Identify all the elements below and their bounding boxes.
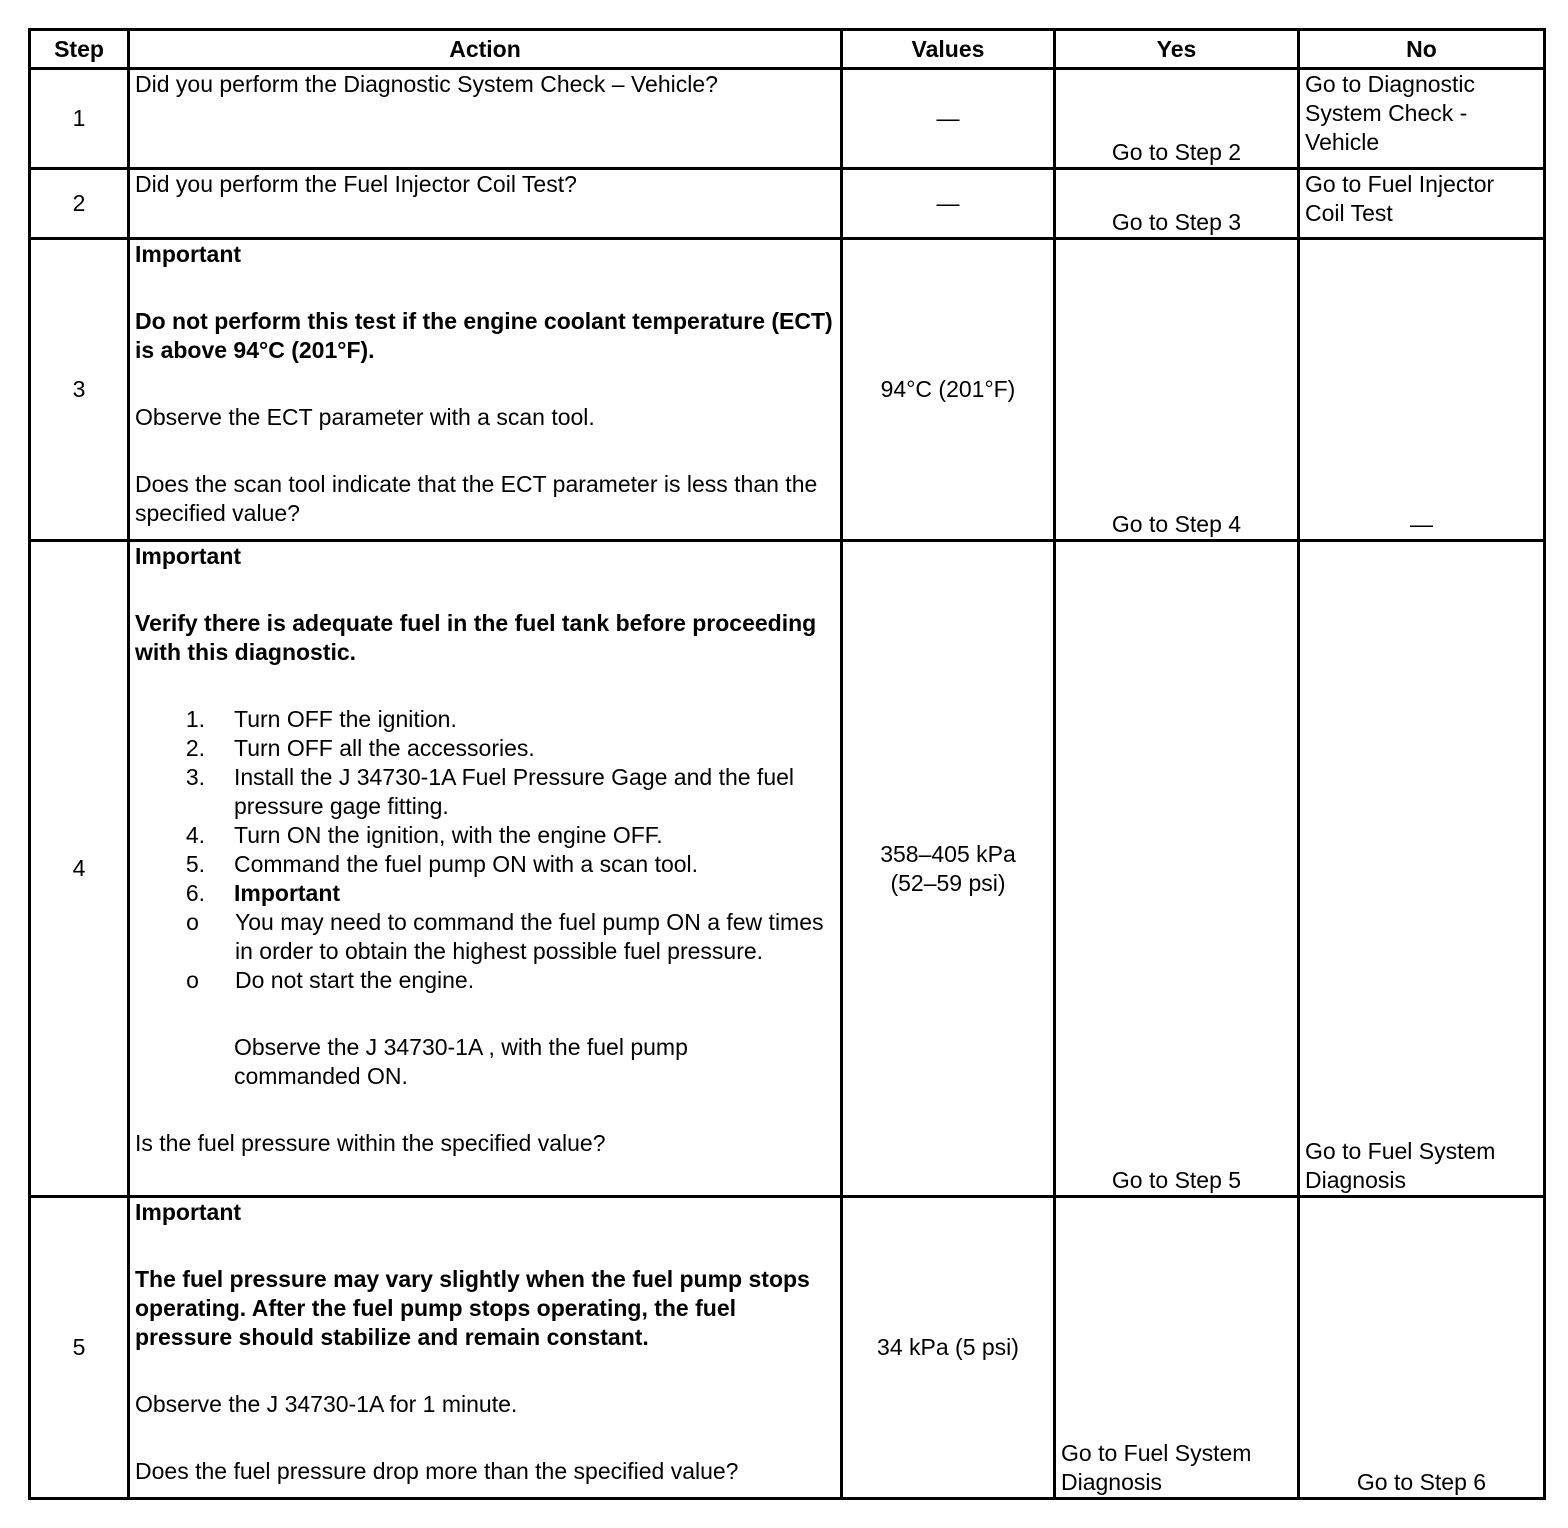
action-question: Does the scan tool indicate that the ECT parameter is less than the specified value? xyxy=(135,471,818,526)
action-instruction: Observe the ECT parameter with a scan tool. xyxy=(135,404,595,430)
list-item xyxy=(135,821,835,850)
list-item xyxy=(135,705,835,734)
step-number: 1 xyxy=(30,69,129,169)
no-cell: Go to Step 6 xyxy=(1299,1197,1545,1499)
action-cell xyxy=(129,1197,842,1499)
important-text: The fuel pressure may vary slightly when the fuel pump stops operating. After the fuel pump stops operating, the fuel pressure should stabilize and remain constant. xyxy=(135,1266,810,1350)
action-cell xyxy=(129,69,842,169)
value-line: (52–59 psi) xyxy=(890,869,1006,896)
bullet-text: Do not start the engine. xyxy=(235,967,475,993)
action-question: Did you perform the Diagnostic System Check – Vehicle? xyxy=(135,71,718,97)
important-text: Verify there is adequate fuel in the fuel tank before proceeding with this diagnostic. xyxy=(135,610,817,665)
action-question: Did you perform the Fuel Injector Coil Test? xyxy=(135,171,577,197)
step-number: 4 xyxy=(30,541,129,1197)
table-row xyxy=(30,169,1545,239)
substep-number: 2. xyxy=(185,735,205,761)
value-line: 358–405 kPa xyxy=(880,840,1016,867)
action-cell xyxy=(129,541,842,1197)
list-item xyxy=(135,734,835,763)
step-number: 3 xyxy=(30,239,129,541)
action-question: Is the fuel pressure within the specified value? xyxy=(135,1130,606,1156)
yes-cell: Go to Step 5 xyxy=(1055,541,1299,1197)
diagnostic-table xyxy=(28,28,1546,1500)
step-number: 2 xyxy=(30,169,129,239)
substep-text: Turn ON the ignition, with the engine OFF. xyxy=(234,822,663,848)
header-step: Step xyxy=(30,30,129,69)
substep-text: Turn OFF the ignition. xyxy=(234,706,457,732)
table-row xyxy=(30,1197,1545,1499)
substep-number: 3. xyxy=(185,764,205,790)
header-action: Action xyxy=(129,30,842,69)
table-row xyxy=(30,69,1545,169)
action-cell xyxy=(129,239,842,541)
substep-text: Install the J 34730-1A Fuel Pressure Gage and the fuel pressure gage fitting. xyxy=(234,764,795,819)
action-question: Does the fuel pressure drop more than the specified value? xyxy=(135,1458,739,1484)
substep-list xyxy=(135,705,835,908)
value-cell: 94°C (201°F) xyxy=(842,239,1055,541)
table-row xyxy=(30,239,1545,541)
substep-text: Turn OFF all the accessories. xyxy=(234,735,535,761)
important-label: Important xyxy=(135,1199,242,1225)
value-cell: — xyxy=(842,69,1055,169)
no-cell: Go to Fuel System Diagnosis xyxy=(1299,541,1545,1197)
value-cell: — xyxy=(842,169,1055,239)
important-label: Important xyxy=(135,241,242,267)
no-cell: Go to Fuel Injector Coil Test xyxy=(1299,169,1545,239)
yes-cell: Go to Step 3 xyxy=(1055,169,1299,239)
header-values: Values xyxy=(842,30,1055,69)
yes-cell: Go to Step 4 xyxy=(1055,239,1299,541)
substep-text: Command the fuel pump ON with a scan tool. xyxy=(234,851,699,877)
value-cell xyxy=(842,541,1055,1197)
list-item xyxy=(135,879,835,908)
important-label: Important xyxy=(135,543,242,569)
header-row xyxy=(30,30,1545,69)
action-instruction: Observe the J 34730-1A for 1 minute. xyxy=(135,1391,518,1417)
bullet-icon: o xyxy=(186,909,199,935)
action-cell xyxy=(129,169,842,239)
substep-number: 5. xyxy=(185,851,205,877)
value-cell: 34 kPa (5 psi) xyxy=(842,1197,1055,1499)
observe-text: Observe the J 34730-1A , with the fuel pump commanded ON. xyxy=(234,1034,688,1089)
no-cell: — xyxy=(1299,239,1545,541)
substep-number: 1. xyxy=(185,706,205,732)
yes-cell: Go to Step 2 xyxy=(1055,69,1299,169)
substep-number: 6. xyxy=(185,880,205,906)
substep-text: Important xyxy=(234,880,341,906)
list-item xyxy=(135,908,835,966)
substep-number: 4. xyxy=(185,822,205,848)
bullet-list xyxy=(135,908,835,995)
list-item xyxy=(135,763,835,821)
step-number: 5 xyxy=(30,1197,129,1499)
bullet-text: You may need to command the fuel pump ON a few times in order to obtain the highest possible fuel pressure. xyxy=(235,909,824,964)
no-cell: Go to Diagnostic System Check - Vehicle xyxy=(1299,69,1545,169)
bullet-icon: o xyxy=(186,967,199,993)
important-text: Do not perform this test if the engine coolant temperature (ECT) is above 94°C (201°F). xyxy=(135,308,833,363)
list-item xyxy=(135,966,835,995)
list-item xyxy=(135,850,835,879)
header-no: No xyxy=(1299,30,1545,69)
yes-cell: Go to Fuel System Diagnosis xyxy=(1055,1197,1299,1499)
header-yes: Yes xyxy=(1055,30,1299,69)
table-row xyxy=(30,541,1545,1197)
